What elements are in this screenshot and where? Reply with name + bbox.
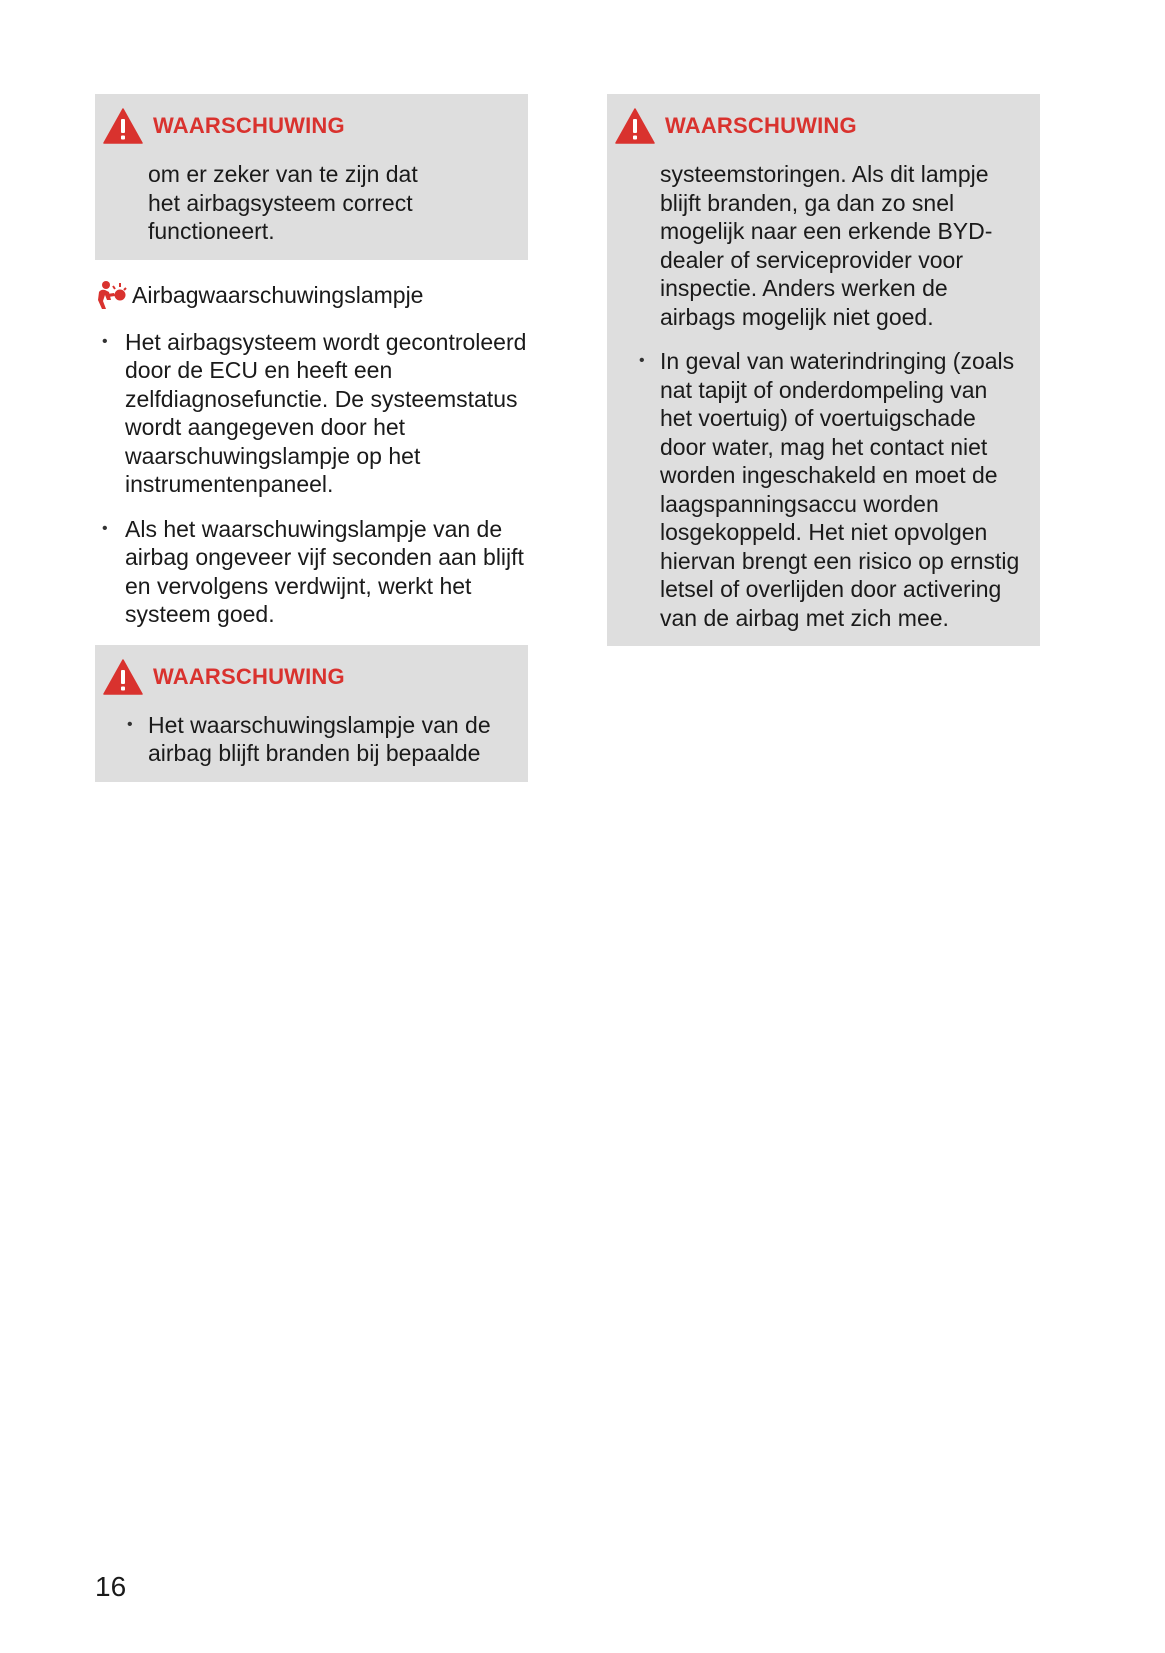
- bullet-list: [148, 711, 510, 768]
- left-column: [95, 94, 528, 782]
- warning-text: systeemstoringen. Als dit lampje blijft branden, ga dan zo snel mogelijk naar een erkende BYD-dealer of serviceprovider voor inspectie. Anders werken de airbags mogelijk niet goed.: [660, 161, 993, 330]
- airbag-warning-light-icon: [95, 280, 127, 310]
- warning-box: [95, 94, 528, 260]
- right-column: [607, 94, 1040, 646]
- list-item: • Het waarschuwingslampje van de airbag blijft branden bij bepaalde: [148, 711, 510, 768]
- warning-box: [95, 645, 528, 782]
- bullet-list: [95, 328, 528, 629]
- warning-body: [103, 160, 510, 246]
- warning-triangle-icon: [615, 108, 655, 144]
- warning-body: [103, 711, 510, 768]
- bullet-list: [660, 347, 1022, 632]
- warning-triangle-icon: [103, 108, 143, 144]
- list-item: • Als het waarschuwingslampje van de airbag ongeveer vijf seconden aan blijft en vervolgens verdwijnt, werkt het systeem goed.: [97, 515, 528, 629]
- warning-title: WAARSCHUWING: [153, 113, 345, 138]
- warning-header: [615, 108, 1022, 144]
- warning-header: [103, 108, 510, 144]
- warning-triangle-icon: [103, 659, 143, 695]
- list-item: • Het airbagsysteem wordt gecontroleerd door de ECU en heeft een zelfdiagnosefunctie. De systeemstatus wordt aangegeven door het waarschuwingslampje op het instrumentenpaneel.: [97, 328, 528, 499]
- warning-text: om er zeker van te zijn dat het airbagsysteem correct functioneert.: [148, 161, 418, 244]
- page-number: 16: [95, 1571, 127, 1602]
- warning-body: [615, 160, 1022, 632]
- section-title: Airbagwaarschuwingslampje: [132, 281, 424, 308]
- warning-header: [103, 659, 510, 695]
- section-heading: [95, 280, 528, 310]
- warning-title: WAARSCHUWING: [153, 663, 345, 689]
- warning-box: [607, 94, 1040, 646]
- list-item: • In geval van waterindringing (zoals nat tapijt of onderdompeling van het voertuig) of voertuigschade door water, mag het contact niet worden ingeschakeld en moet de laagspanningsaccu worden losgekoppeld. Het niet opvolgen hiervan brengt een risico op ernstig letsel of overlijden door activering van de airbag met zich mee.: [660, 347, 1022, 632]
- warning-title: WAARSCHUWING: [665, 113, 857, 138]
